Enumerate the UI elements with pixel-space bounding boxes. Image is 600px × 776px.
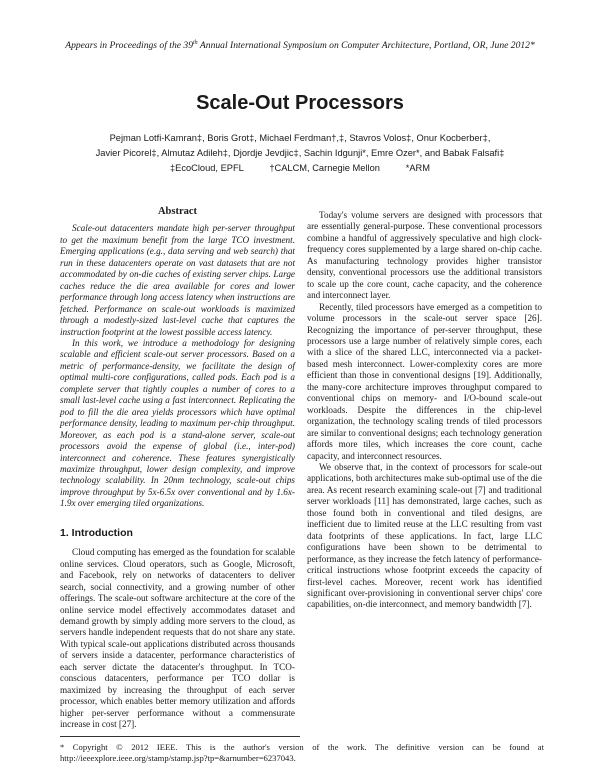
affiliations: ‡EcoCloud, EPFL †CALCM, Carnegie Mellon *ARM <box>169 163 431 173</box>
paper-title: Scale-Out Processors <box>196 92 404 114</box>
abstract-body <box>60 223 295 509</box>
author-line-2: Javier Picorel‡, Almutaz Adileh‡, Djordje Jevdjic‡, Sachin Idgunji*, Emre Ozer*, and Babak Falsafi‡ <box>95 148 505 158</box>
copyright-footnote: * Copyright © 2012 IEEE. This is the author's version of the work. The definitive version can be found at http://ieeexplore.ieee.org/stamp/stamp.jsp?tp=&arnumber=6237043. <box>60 742 544 763</box>
footnote-rule <box>60 736 300 737</box>
introduction-heading: 1. Introduction <box>60 526 133 539</box>
abstract-paragraph-2: In this work, we introduce a methodology for designing scalable and efficient scale-out server processors. Based on a metric of performance-density, we facilitate the design of optimal multi-core configurations, called pods. Each pod is a complete server that tightly couples a number of cores to a small last-level cache using a fast interconnect. Replicating the pod to fill the die area yields processors which have optimal performance density, leading to maximum per-chip throughput. Moreover, as each pod is a stand-alone server, scale-out processors avoid the expense of global (i.e., inter-pod) interconnect and coherence. These features synergistically maximize throughput, lower design complexity, and improve technology scalability. In 20nm technology, scale-out chips improve throughput by 5x-6.5x over conventional and by 1.6x-1.9x over emerging tiled organizations. <box>60 337 295 509</box>
venue-suffix: Annual International Symposium on Computer Architecture, Portland, OR, June 2012* <box>197 40 535 52</box>
venue-line <box>0 40 600 51</box>
intro-paragraph-3: Recently, tiled processors have emerged as a competition to volume processors in the scale-out server space [26]. Recognizing the importance of per-server throughput, these processors use a large number of relatively simple cores, each with a slice of the shared LLC, interconnected via a packet-based mesh interconnect. Lower-complexity cores are more efficient than those in conventional designs [19]. Additionally, the many-core architecture improves throughput compared to conventional chips on memory- and I/O-bound scale-out workloads. Despite the differences in the chip-level organization, the technology scaling trends of tiled processors are similar to conventional designs; each technology generation affords more tiles, which increases the core count, cache capacity, and interconnect resources. <box>307 301 542 461</box>
venue-prefix: Appears in Proceedings of the 39 <box>65 40 194 52</box>
left-column <box>60 206 295 730</box>
intro-paragraph-1: Cloud computing has emerged as the foundation for scalable online services. Cloud operators, such as Google, Microsoft, and Facebook, rely on networks of datacenters to deliver search, social connectivity, and a growing number of other offerings. The scale-out software architecture at the core of the online service model effectively accommodates dataset and demand growth by simply adding more servers to the cloud, as servers handle independent requests that do not share any state. With typical scale-out applications distributed across thousands of servers inside a datacenter, performance characteristics of each server dictate the datacenter's throughput. In TCO-conscious datacenters, performance per TCO dollar is maximized by increasing the throughput of each server processor, which enables better memory utilization and affords higher per-server performance without a commensurate increase in cost [27]. <box>60 547 295 730</box>
intro-paragraph-4: We observe that, in the context of processors for scale-out applications, both architectures make sub-optimal use of the die area. As recent research examining scale-out [7] and traditional server workloads [11] has demonstrated, large caches, such as those found both in conventional and tiled designs, are inefficient due to limited reuse at the LLC resulting from vast data footprints of these applications. In fact, large LLC configurations have been shown to be detrimental to performance, as they increase the fetch latency of performance-critical instructions whose footprint exceeds the capacity of first-level caches. Moreover, recent work has identified significant over-provisioning in conventional server chips' core capabilities, on-die interconnect, and memory bandwidth [7]. <box>307 461 542 610</box>
intro-paragraph-2: Today's volume servers are designed with processors that are essentially general-purpose. These conventional processors combine a handful of aggressively speculative and high clock-frequency cores supplemented by a large shared on-chip cache. As manufacturing technology provides higher transistor density, conventional processors use the additional transistors to scale up the core count, cache capacity, and the coherence and interconnect layer. <box>307 210 542 301</box>
abstract-paragraph-1: Scale-out datacenters mandate high per-server throughput to get the maximum benefit from the large TCO investment. Emerging applications (e.g., data serving and web search) that run in these datacenters operate on vast datasets that are not accommodated by on-die caches of existing server chips. Large caches reduce the die area available for cores and lower performance through long access latency when instructions are fetched. Performance on scale-out workloads is maximized through a modestly-sized last-level cache that captures the instruction footprint at the lowest possible access latency. <box>60 223 295 337</box>
right-column <box>307 210 542 611</box>
author-block <box>40 131 560 176</box>
author-line-1: Pejman Lotfi-Kamran‡, Boris Grot‡, Michael Ferdman†,‡, Stavros Volos‡, Onur Kocberber‡, <box>109 133 491 143</box>
venue-ordinal: th <box>193 40 198 46</box>
abstract-heading: Abstract <box>157 206 198 217</box>
